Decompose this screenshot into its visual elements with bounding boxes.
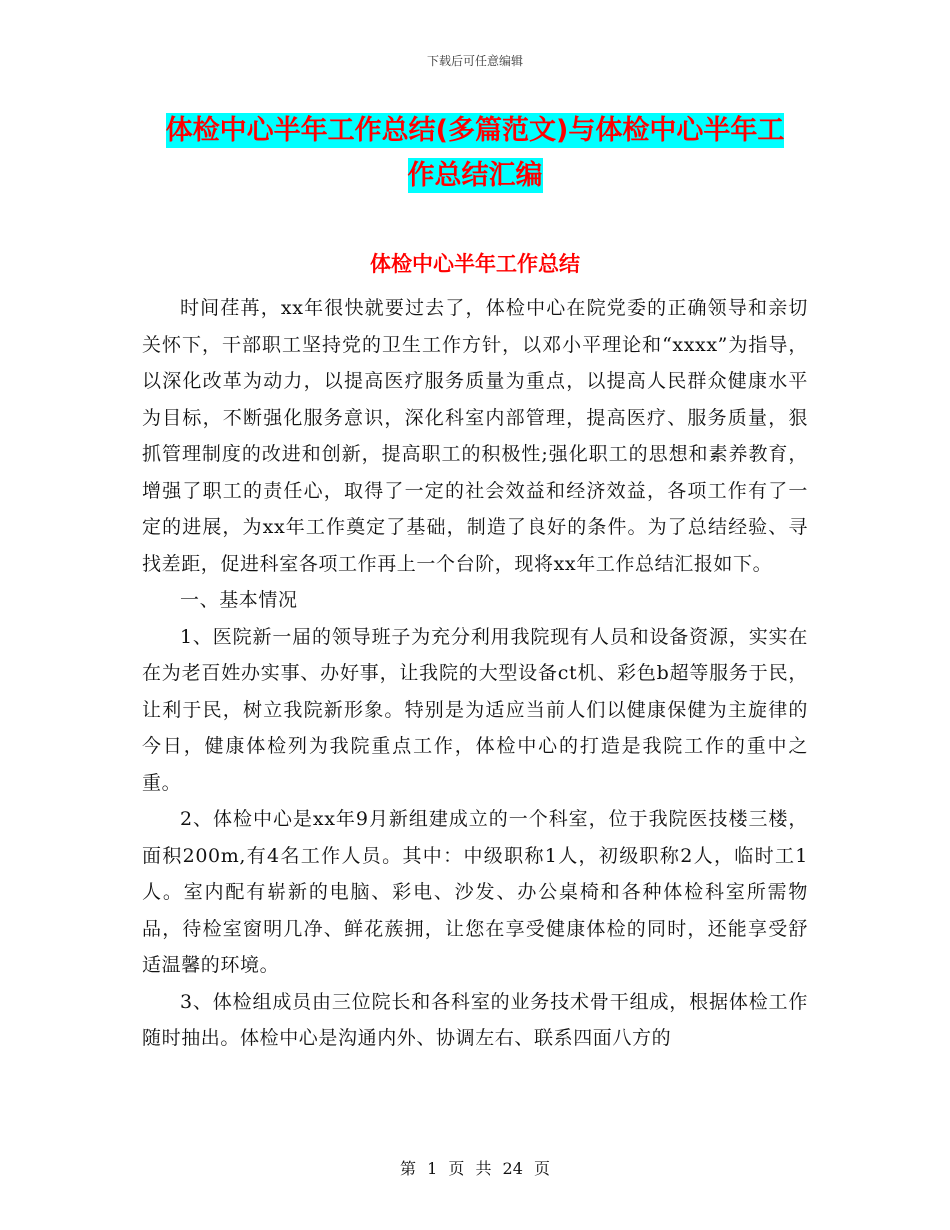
paragraph: 2、体检中心是xx年9月新组建成立的一个科室，位于我院医技楼三楼，面积200m,有4名工作人员。其中：中级职称1人，初级职称2人，临时工1人。室内配有崭新的电脑、彩电、沙发、办公桌椅和各种体检科室所需物品，待检室窗明几净、鲜花蔟拥，让您在享受健康体检的同时，还能享受舒适温馨的环境。 (142, 808, 808, 976)
header-note: 下载后可任意编辑 (426, 54, 523, 68)
paragraph: 一、基本情况 (180, 589, 298, 611)
paragraph: 时间荏苒，xx年很快就要过去了，体检中心在院党委的正确领导和亲切关怀下，干部职工坚持党的卫生工作方针，以邓小平理论和“xxxx”为指导，以深化改革为动力，以提高医疗服务质量为重点，以提高人民群众健康水平为目标，不断强化服务意识，深化科室内部管理，提高医疗、服务质量，狠抓管理制度的改进和创新，提高职工的积极性;强化职工的思想和素养教育，增强了职工的责任心，取得了一定的社会效益和经济效益，各项工作有了一定的进展，为xx年工作奠定了基础，制造了良好的条件。为了总结经验、寻找差距，促进科室各项工作再上一个台阶，现将xx年工作总结汇报如下。 (142, 297, 808, 575)
title-line-1: 体检中心半年工作总结(多篇范文)与体检中心半年工 (165, 115, 785, 146)
section-title: 体检中心半年工作总结 (370, 252, 580, 276)
paragraph: 3、体检组成员由三位院长和各科室的业务技术骨干组成，根据体检工作随时抽出。体检中心是沟通内外、协调左右、联系四面八方的 (142, 990, 808, 1049)
document-title (140, 108, 810, 198)
page-footer: 第 1 页 共 24 页 (400, 1159, 550, 1178)
paragraph: 1、医院新一届的领导班子为充分利用我院现有人员和设备资源，实实在在为老百姓办实事、办好事，让我院的大型设备ct机、彩色b超等服务于民，让利于民，树立我院新形象。特别是为适应当前人们以健康保健为主旋律的今日，健康体检列为我院重点工作，体检中心的打造是我院工作的重中之重。 (142, 625, 808, 794)
title-line-2: 作总结汇编 (407, 160, 543, 191)
body-text (142, 290, 808, 1057)
